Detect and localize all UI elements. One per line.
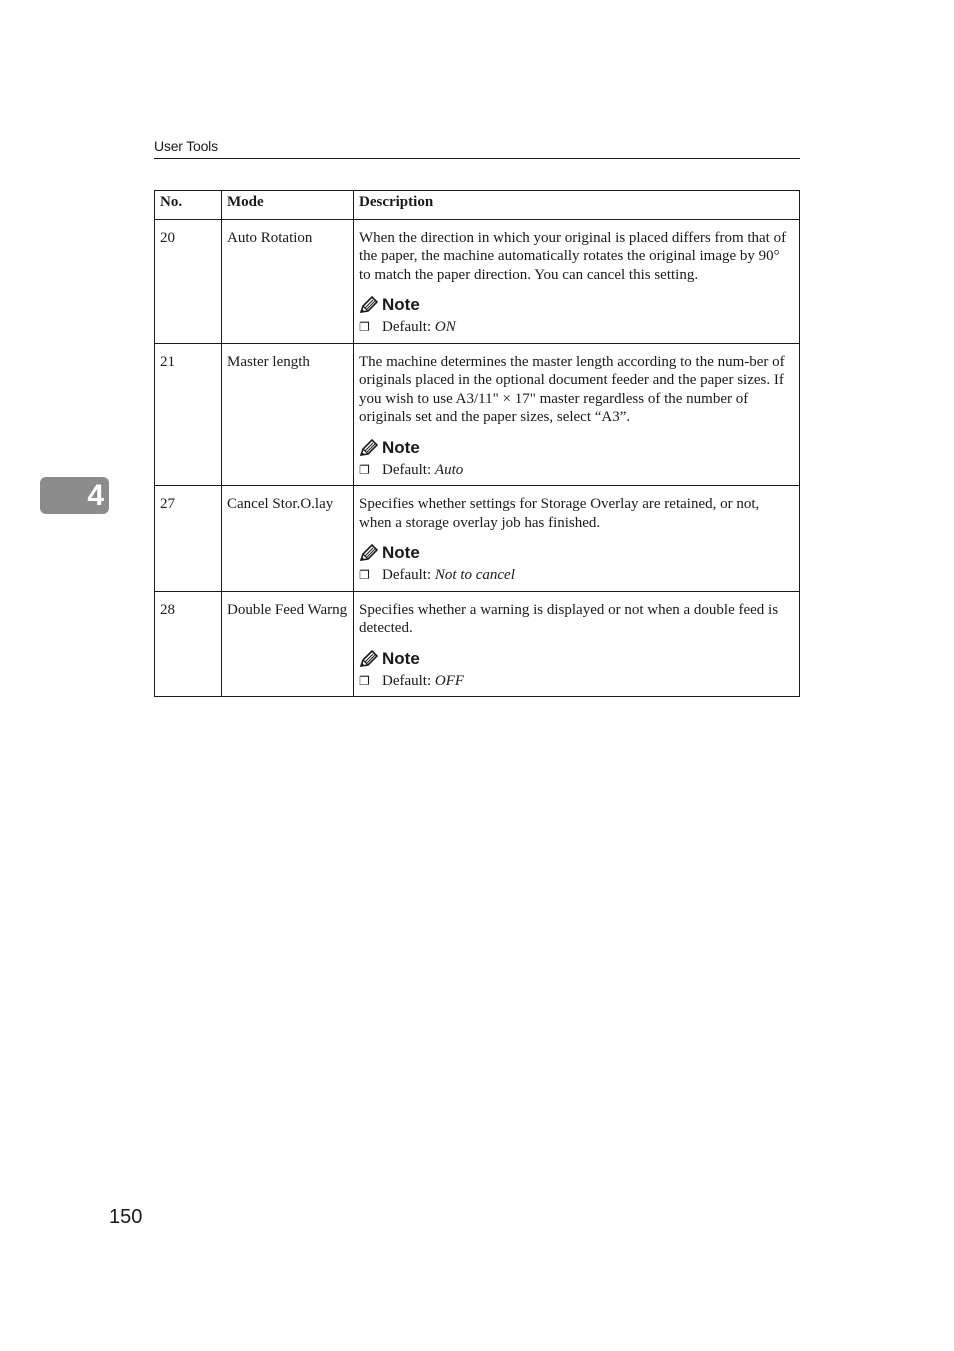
row-description: When the direction in which your original is placed differs from that of the paper, the machine automatically rotates the original image by 90° to match the paper direction. You can cancel this setting.: [359, 229, 787, 283]
note-label: Default:: [382, 567, 432, 583]
note-default-value: Auto: [434, 461, 464, 478]
note-item: [359, 672, 794, 691]
table-row: [155, 486, 800, 592]
row-mode: Master length: [222, 343, 354, 486]
running-header: User Tools: [154, 138, 218, 154]
header-rule: [154, 158, 800, 159]
note-label: Default:: [382, 672, 432, 689]
row-mode: Cancel Stor.O.lay: [222, 486, 354, 592]
table-row: [155, 591, 800, 697]
checkbox-icon: ❐: [359, 568, 370, 582]
row-number: 20: [155, 219, 222, 343]
row-description: Specifies whether settings for Storage Overlay are retained, or not, when a storage overlay job has finished.: [359, 496, 760, 531]
page-number: 150: [109, 1206, 143, 1228]
checkbox-icon: ❐: [359, 462, 370, 477]
settings-table: [154, 190, 800, 697]
column-header-description: Description: [354, 191, 800, 220]
note-heading: [359, 543, 794, 563]
column-header-no: No.: [155, 191, 222, 220]
note-default-value: ON: [434, 319, 456, 335]
note-heading: [359, 295, 794, 315]
row-description-cell: [354, 486, 800, 592]
note-heading-label: Note: [382, 543, 420, 562]
row-number: 27: [155, 486, 222, 592]
note-label: Default:: [382, 319, 432, 335]
note-heading-label: Note: [382, 648, 420, 668]
checkbox-icon: ❐: [359, 673, 370, 688]
note-item: [359, 318, 794, 337]
table-header-row: [155, 191, 800, 220]
note-item: [359, 461, 794, 480]
note-item: [359, 566, 794, 585]
pencil-icon: [359, 439, 378, 457]
row-description-cell: [354, 343, 800, 486]
checkbox-icon: ❐: [359, 320, 370, 334]
table-row: [155, 219, 800, 343]
column-header-mode: Mode: [222, 191, 354, 220]
row-mode: Auto Rotation: [222, 219, 354, 343]
note-label: Default:: [382, 461, 432, 478]
note-heading-label: Note: [382, 437, 420, 457]
row-description-cell: [354, 219, 800, 343]
note-heading: [359, 649, 794, 669]
note-default-value: OFF: [434, 672, 465, 689]
row-description: Specifies whether a warning is displayed or not when a double feed is detected.: [359, 601, 779, 636]
row-description-cell: [354, 591, 800, 697]
chapter-tab: [40, 477, 109, 514]
pencil-icon: [359, 296, 378, 314]
pencil-icon: [359, 544, 378, 562]
row-number: 28: [155, 591, 222, 697]
chapter-number: 4: [87, 478, 104, 512]
pencil-icon: [359, 650, 378, 668]
note-heading-label: Note: [382, 295, 420, 314]
row-mode: Double Feed Warng: [222, 591, 354, 697]
row-description: The machine determines the master length according to the num-ber of originals placed in the optional document feeder and the paper sizes. If you wish to use A3/11" × 17" master regardless of the number of originals set and the paper sizes, select “A3”.: [359, 353, 785, 425]
row-number: 21: [155, 343, 222, 486]
table-row: [155, 343, 800, 486]
note-default-value: Not to cancel: [434, 567, 515, 583]
note-heading: [359, 438, 794, 458]
